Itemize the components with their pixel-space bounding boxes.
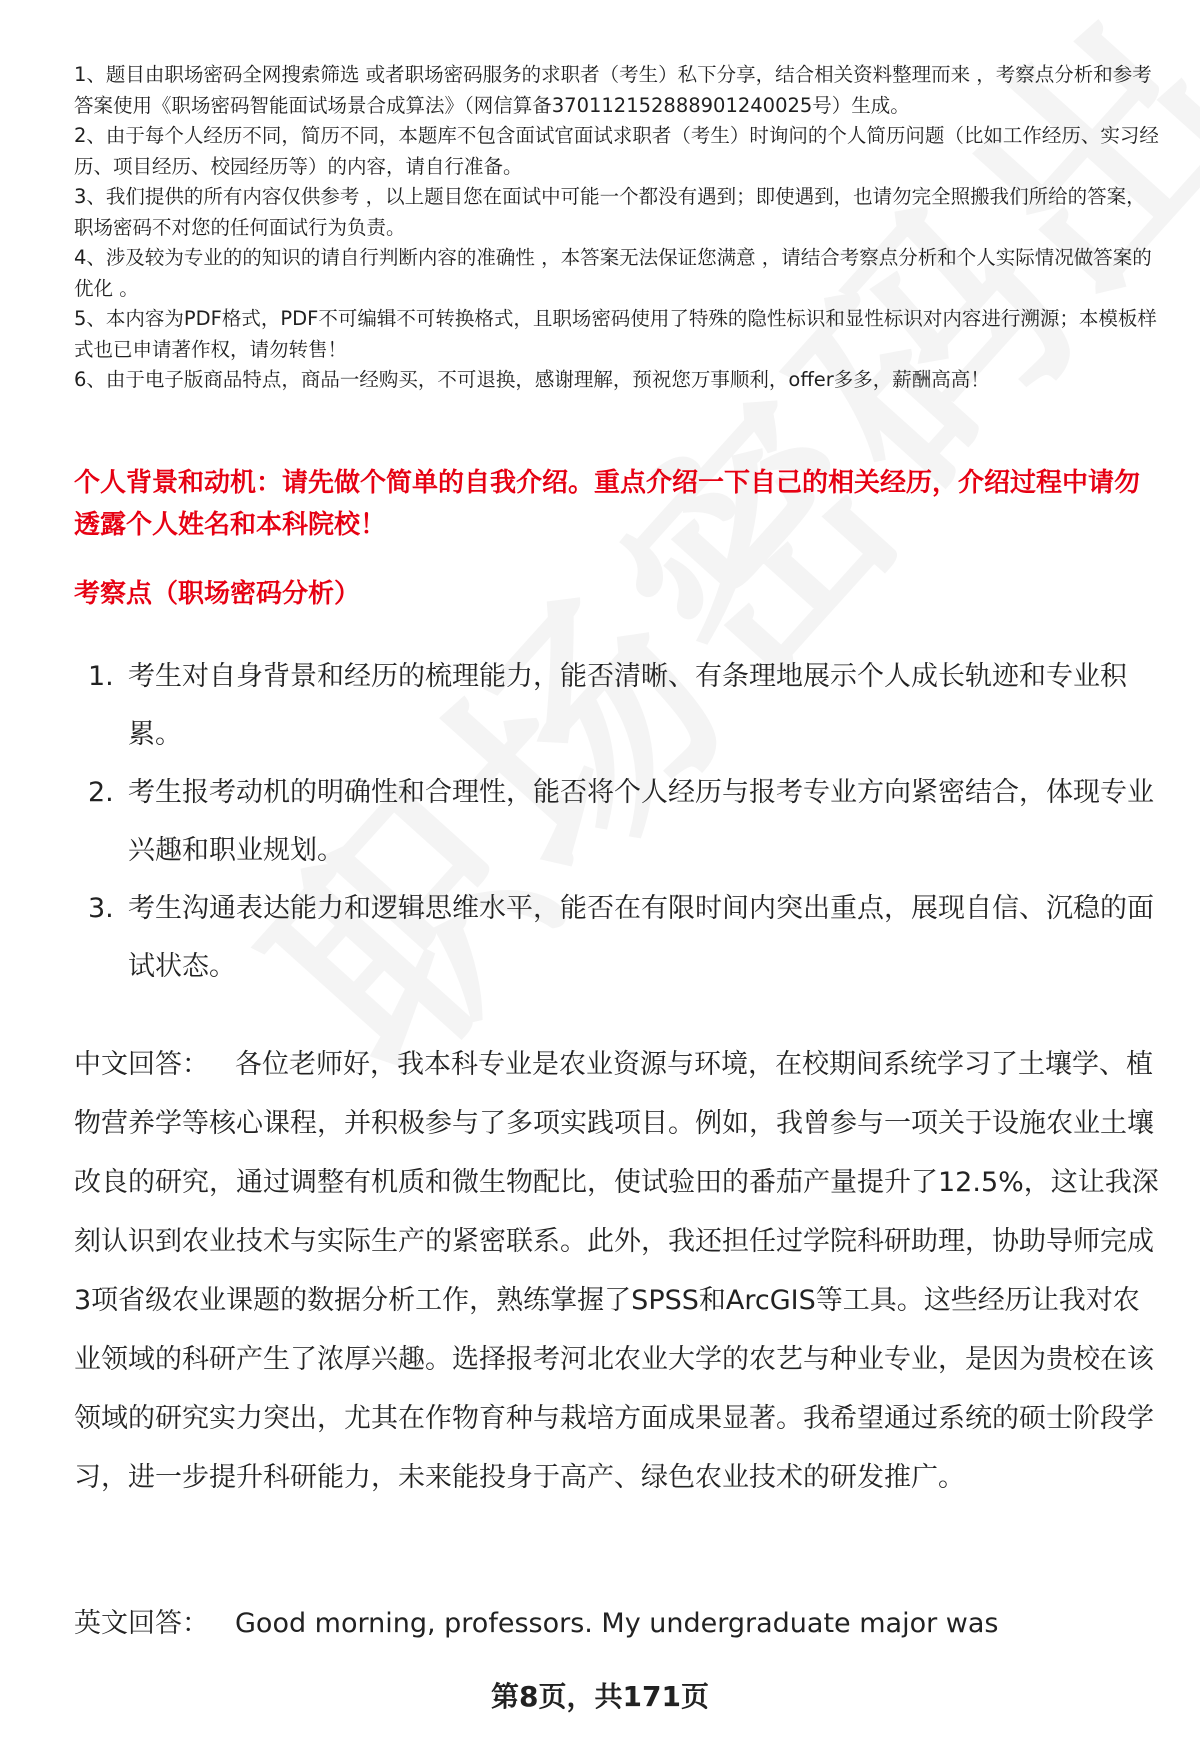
note-item: 5、本内容为PDF格式，PDF不可编辑不可转换格式，且职场密码使用了特殊的隐性标识和显性标识对内容进行溯源；本模板样式也已申请著作权，请勿转售！ [74,307,1157,361]
list-item-number: 2. [88,777,114,808]
chinese-answer-text: 各位老师好，我本科专业是农业资源与环境，在校期间系统学习了土壤学、植物营养学等核心课程，并积极参与了多项实践项目。例如，我曾参与一项关于设施农业土壤改良的研究，通过调整有机质和微生物配比，使试验田的番茄产量提升了12.5%，这让我深刻认识到农业技术与实际生产的紧密联系。此外，我还担任过学院科研助理，协助导师完成3项省级农业课题的数据分析工作，熟练掌握了SPSS和ArcGIS等工具。这些经历让我对农业领域的科研产生了浓厚兴趣。选择报考河北农业大学的农艺与种业专业，是因为贵校在该领域的研究实力突出，尤其在作物育种与栽培方面成果显著。我希望通过系统的硕士阶段学习，进一步提升科研能力，未来能投身于高产、绿色农业技术的研发推广。 [74,1049,1159,1493]
list-item-text: 考生报考动机的明确性和合理性，能否将个人经历与报考专业方向紧密结合，体现专业兴趣和职业规划。 [128,777,1154,866]
list-item-text: 考生沟通表达能力和逻辑思维水平，能否在有限时间内突出重点，展现自信、沉稳的面试状态。 [128,893,1154,982]
note-item: 6、由于电子版商品特点，商品一经购买，不可退换，感谢理解，预祝您万事顺利，offer多多，薪酬高高！ [74,368,990,391]
list-item [74,880,1154,996]
page-number: 第8页，共171页 [491,1680,709,1713]
note-item: 2、由于每个人经历不同，简历不同，本题库不包含面试官面试求职者（考生）时询问的个人简历问题（比如工作经历、实习经历、项目经历、校园经历等）的内容，请自行准备。 [74,124,1159,178]
question-heading: 个人背景和动机：请先做个简单的自我介绍。重点介绍一下自己的相关经历，介绍过程中请勿透露个人姓名和本科院校！ [74,468,1141,540]
note-item: 1、题目由职场密码全网搜索筛选 或者职场密码服务的求职者（考生）私下分享，结合相关资料整理而来 ，考察点分析和参考答案使用《职场密码智能面试场景合成算法》（网信算备370112152888901240025号）生成。 [74,63,1152,117]
note-item: 4、涉及较为专业的的知识的请自行判断内容的准确性 ，本答案无法保证您满意 ，请结合考察点分析和个人实际情况做答案的优化 。 [74,246,1152,300]
chinese-answer [74,1035,1159,1507]
disclaimer-notes [74,60,1164,396]
list-item [74,764,1154,880]
analysis-points-list [74,648,1154,996]
list-item-text: 考生对自身背景和经历的梳理能力，能否清晰、有条理地展示个人成长轨迹和专业积累。 [128,661,1127,750]
list-item [74,648,1154,764]
english-answer-label: 英文回答： [74,1608,209,1639]
note-item: 3、我们提供的所有内容仅供参考 ，以上题目您在面试中可能一个都没有遇到；即使遇到，也请勿完全照搬我们所给的答案，职场密码不对您的任何面试行为负责。 [74,185,1146,239]
english-answer [74,1594,1159,1653]
list-item-number: 3. [88,893,114,924]
analysis-section-title: 考察点（职场密码分析） [74,579,361,609]
english-answer-text: Good morning, professors. My undergraduate major was [235,1608,999,1639]
list-item-number: 1. [88,661,114,692]
chinese-answer-label: 中文回答： [74,1049,209,1080]
